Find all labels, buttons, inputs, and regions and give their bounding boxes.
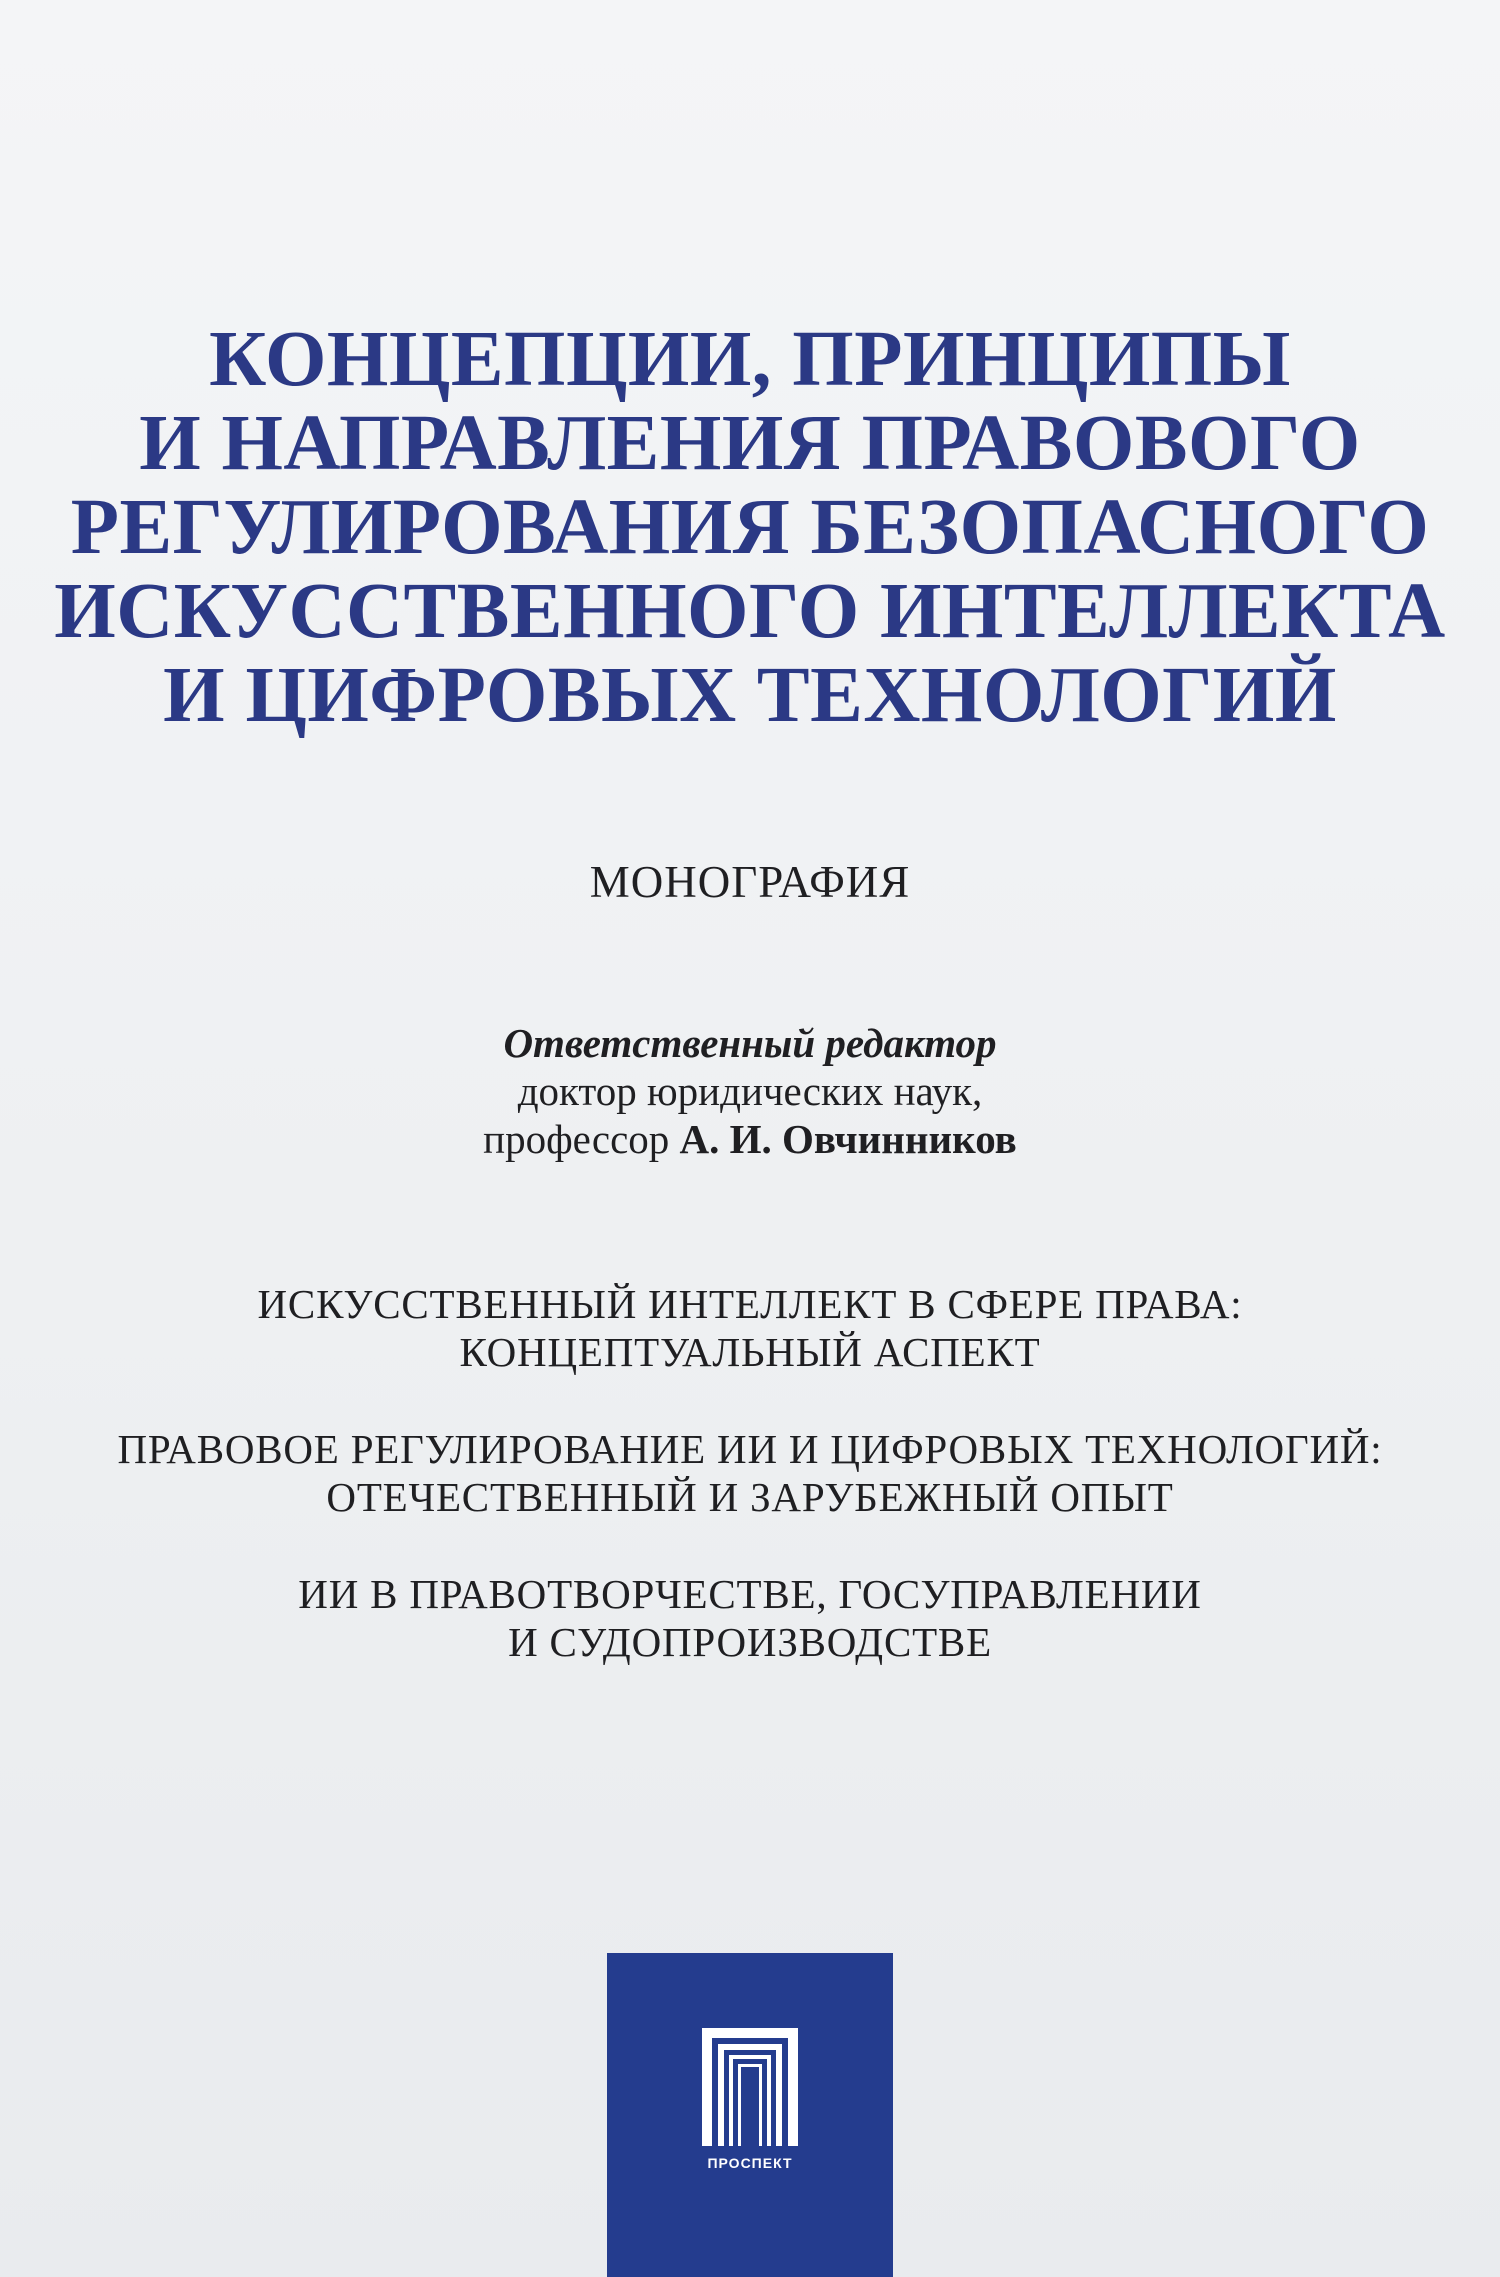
- genre-label: МОНОГРАФИЯ: [589, 857, 911, 907]
- editor-block: [0, 1019, 1500, 1163]
- prospekt-portal-logo-icon: [702, 2028, 798, 2146]
- topics-list: [0, 1280, 1500, 1715]
- editor-title-prefix: профессор: [483, 1116, 670, 1162]
- title-line-2: И НАПРАВЛЕНИЯ ПРАВОВОГО: [139, 400, 1361, 487]
- topic-2-line-1: ПРАВОВОЕ РЕГУЛИРОВАНИЕ ИИ И ЦИФРОВЫХ ТЕХНОЛОГИЙ:: [117, 1426, 1383, 1472]
- topic-item: [0, 1280, 1500, 1376]
- publisher-logo: [607, 1953, 893, 2277]
- title-line-5: И ЦИФРОВЫХ ТЕХНОЛОГИЙ: [163, 652, 1337, 739]
- topic-3-line-2: И СУДОПРОИЗВОДСТВЕ: [508, 1619, 992, 1665]
- title-line-1: КОНЦЕПЦИИ, ПРИНЦИПЫ: [209, 316, 1291, 403]
- editor-title-line: [483, 1116, 1017, 1162]
- topic-item: [0, 1425, 1500, 1521]
- topic-1-line-1: ИСКУССТВЕННЫЙ ИНТЕЛЛЕКТ В СФЕРЕ ПРАВА:: [257, 1281, 1243, 1327]
- topic-item: [0, 1570, 1500, 1666]
- title-line-4: ИСКУССТВЕННОГО ИНТЕЛЛЕКТА: [54, 568, 1446, 655]
- book-title: [0, 318, 1500, 738]
- editor-degree: доктор юридических наук,: [517, 1068, 983, 1114]
- topic-1-line-2: КОНЦЕПТУАЛЬНЫЙ АСПЕКТ: [459, 1329, 1041, 1375]
- editor-role: Ответственный редактор: [503, 1020, 997, 1066]
- editor-name: А. И. Овчинников: [679, 1116, 1017, 1162]
- publisher-name: ПРОСПЕКТ: [707, 2155, 793, 2171]
- topic-3-line-1: ИИ В ПРАВОТВОРЧЕСТВЕ, ГОСУПРАВЛЕНИИ: [298, 1571, 1202, 1617]
- topic-2-line-2: ОТЕЧЕСТВЕННЫЙ И ЗАРУБЕЖНЫЙ ОПЫТ: [326, 1474, 1174, 1520]
- title-line-3: РЕГУЛИРОВАНИЯ БЕЗОПАСНОГО: [70, 484, 1430, 571]
